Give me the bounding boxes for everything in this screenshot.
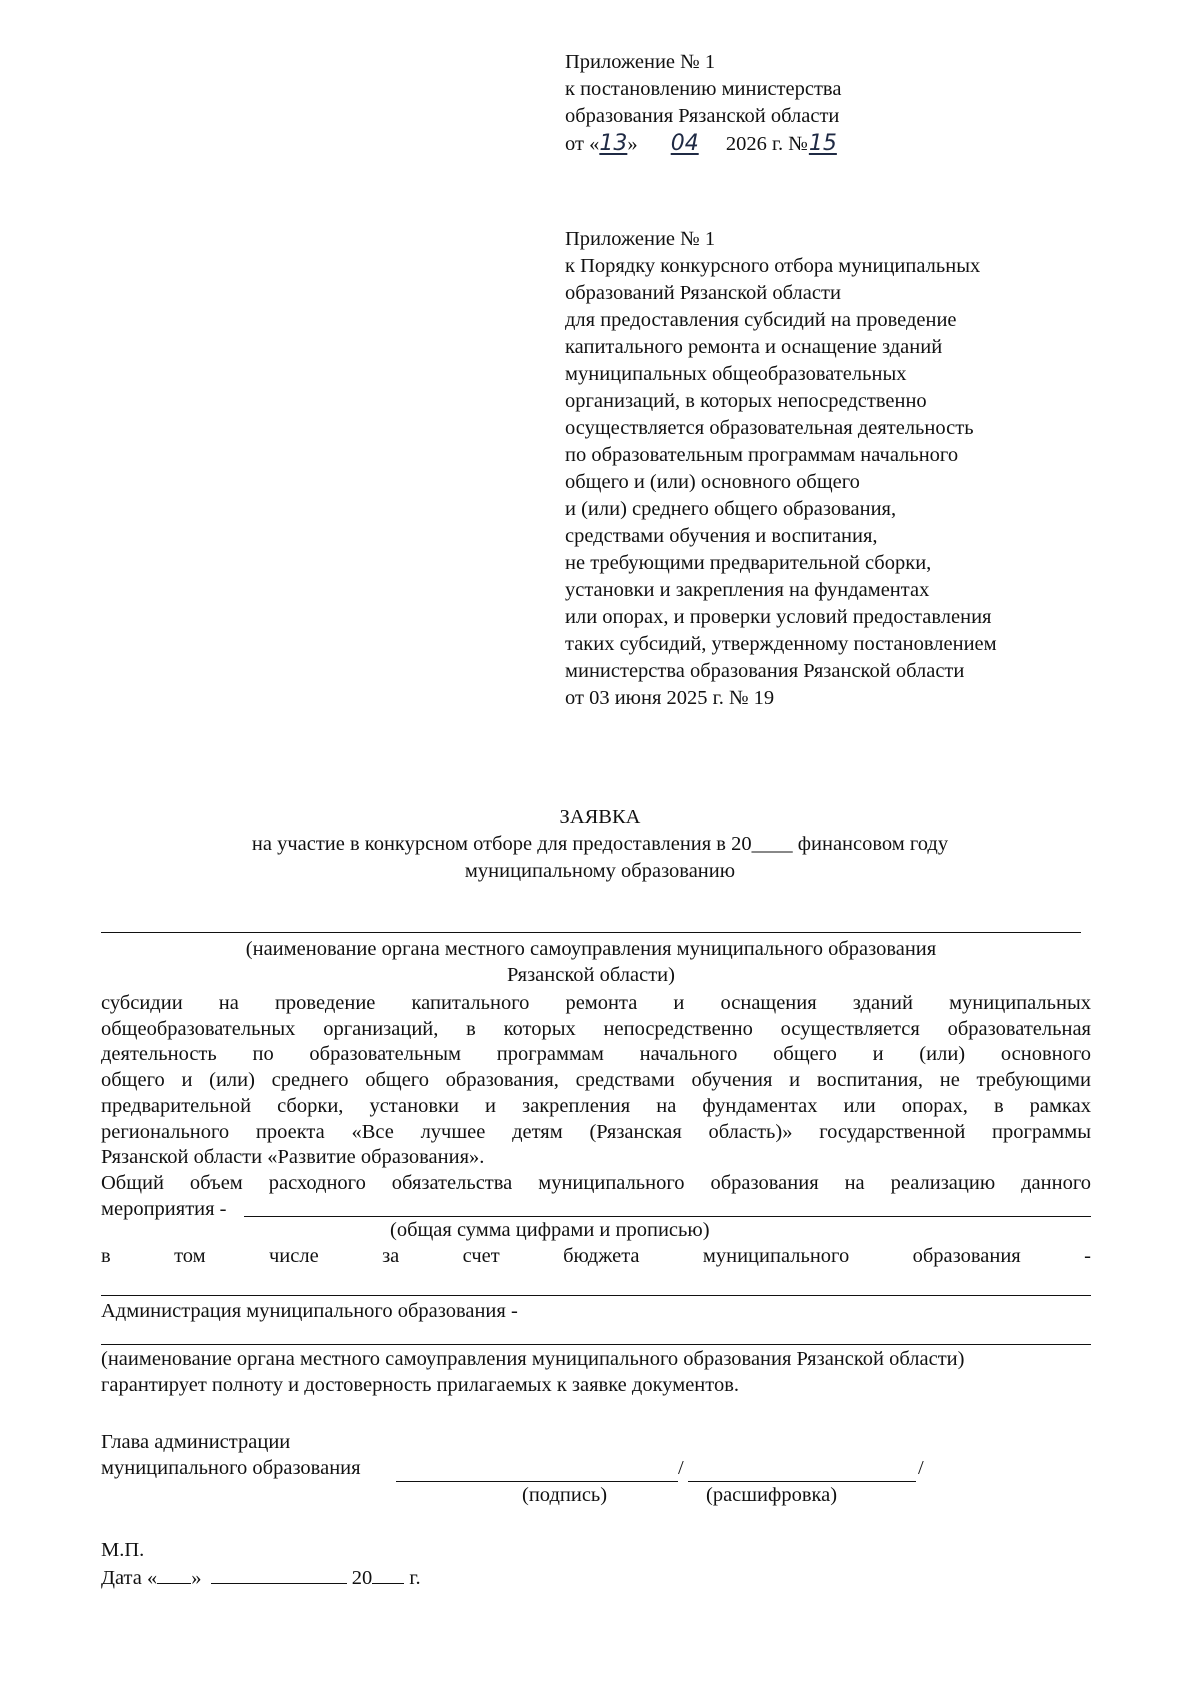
org-caption-line2: Рязанской области) — [507, 964, 675, 986]
appendix2-line: образований Рязанской области — [565, 282, 841, 304]
appendix2-line: капитального ремонта и оснащение зданий — [565, 336, 943, 358]
volume-line1: Общий объем расходного обязательства муниципального образования на реализацию данного — [101, 1171, 1091, 1194]
heading-title: ЗАЯВКА — [559, 806, 641, 828]
org-caption-line1: (наименование органа местного самоуправления муниципального образования — [245, 938, 937, 960]
administration-guarantee: гарантирует полноту и достоверность прилагаемых к заявке документов. — [101, 1374, 740, 1396]
appendix2-line: установки и закрепления на фундаментах — [565, 579, 930, 601]
body-paragraph — [101, 991, 1091, 1222]
budget-amount-line — [101, 1295, 1091, 1296]
budget-word: счет — [462, 1245, 500, 1267]
appendix2-line: и (или) среднего общего образования, — [565, 498, 897, 520]
appendix2-line: средствами обучения и воспитания, — [565, 525, 878, 547]
appendix1-date-line — [565, 130, 841, 158]
administration-caption: (наименование органа местного самоуправления муниципального образования Рязанской области) — [101, 1348, 965, 1370]
signature-caption-decode: (расшифровка) — [706, 1484, 838, 1506]
signature-separator: / — [678, 1457, 684, 1479]
appendix2-line: по образовательным программам начального — [565, 444, 959, 466]
body-line-last: Рязанской области «Развитие образования». — [101, 1146, 485, 1169]
appendix2-line: или опорах, и проверки условий предоставления — [565, 606, 992, 628]
date-line — [101, 1565, 421, 1590]
body-line: общеобразовательных организаций, в которых непосредственно осуществляется образовательная — [101, 1017, 1091, 1040]
appendix2-line: министерства образования Рязанской области — [565, 660, 965, 682]
heading-line3: муниципальному образованию — [464, 860, 736, 882]
date-day-blank — [157, 1565, 191, 1584]
body-line: субсидии на проведение капитального ремонта и оснащения зданий муниципальных — [101, 992, 1091, 1014]
body-line: предварительной сборки, установки и закрепления на фундаментах или опорах, в рамках — [101, 1094, 1091, 1117]
volume-caption: (общая сумма цифрами и прописью) — [390, 1219, 710, 1241]
appendix2-line: к Порядку конкурсного отбора муниципальных — [565, 255, 981, 277]
appendix2-line: осуществляется образовательная деятельность — [565, 417, 974, 439]
appendix2-line: муниципальных общеобразовательных — [565, 363, 907, 385]
appendix2-line: общего и (или) основного общего — [565, 471, 860, 493]
budget-line — [101, 1245, 1091, 1268]
handwritten-day: 13 — [599, 131, 628, 156]
date-year-prefix: 20 — [351, 1567, 373, 1589]
signature-separator-end: / — [918, 1457, 924, 1479]
budget-word: образования — [912, 1245, 1021, 1267]
date-month-blank — [211, 1565, 347, 1584]
appendix2-block — [565, 226, 997, 712]
signature-decode-line — [688, 1481, 916, 1482]
appendix2-line: для предоставления субсидий на проведение — [565, 309, 957, 331]
appendix1-line3: образования Рязанской области — [565, 105, 840, 127]
appendix2-line: таких субсидий, утвержденному постановлением — [565, 633, 997, 655]
date-suffix: г. — [409, 1567, 421, 1589]
stamp-label: М.П. — [101, 1539, 145, 1561]
budget-word: числе — [268, 1245, 319, 1267]
date-year-blank — [372, 1565, 404, 1584]
date-prefix: от « — [565, 133, 600, 155]
signature-sign-line — [396, 1481, 678, 1482]
signature-line2: муниципального образования — [101, 1457, 361, 1479]
body-line: общего и (или) среднего общего образования, средствами обучения и воспитания, не требующими — [101, 1069, 1091, 1092]
heading-line2: на участие в конкурсном отборе для предоставления в 20____ финансовом году — [251, 833, 949, 855]
body-line: регионального проекта «Все лучшее детям (Рязанская область)» государственной программы — [101, 1120, 1091, 1143]
budget-word: за — [382, 1245, 400, 1267]
administration-line — [101, 1344, 1091, 1345]
body-line: деятельность по образовательным программам начального общего и (или) основного — [101, 1043, 1091, 1066]
volume-prefix: мероприятия - — [101, 1197, 227, 1220]
budget-word: том — [174, 1245, 206, 1267]
appendix2-title: Приложение № 1 — [565, 228, 716, 250]
handwritten-number: 15 — [808, 131, 837, 156]
appendix2-line: организаций, в которых непосредственно — [565, 390, 927, 412]
date-quote-close: » — [627, 133, 638, 155]
signature-caption-sign: (подпись) — [522, 1484, 608, 1506]
date-prefix: Дата « — [101, 1567, 158, 1589]
handwritten-month: 04 — [670, 131, 699, 156]
volume-amount-line — [244, 1216, 1091, 1217]
budget-word: бюджета — [563, 1245, 640, 1267]
administration-label: Администрация муниципального образования - — [101, 1300, 518, 1322]
appendix1-title: Приложение № 1 — [565, 51, 716, 73]
appendix2-line: не требующими предварительной сборки, — [565, 552, 932, 574]
appendix1-line2: к постановлению министерства — [565, 78, 842, 100]
budget-word: - — [1084, 1245, 1091, 1267]
org-name-line — [101, 932, 1081, 933]
budget-word: муниципального — [702, 1245, 850, 1267]
signature-title: Глава администрации — [101, 1431, 291, 1453]
year-text: 2026 г. № — [725, 133, 808, 155]
date-quote-close: » — [191, 1567, 202, 1589]
appendix1-block — [565, 49, 841, 158]
appendix2-line: от 03 июня 2025 г. № 19 — [565, 687, 775, 709]
budget-word: в — [101, 1245, 111, 1267]
